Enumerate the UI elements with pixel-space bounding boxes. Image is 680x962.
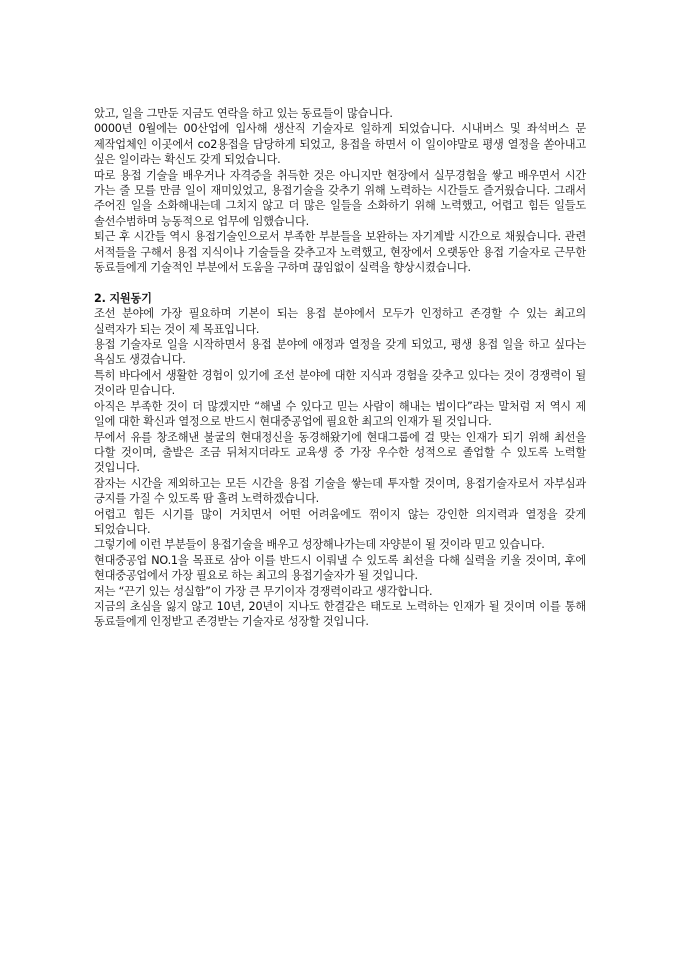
motivation-paragraph-1: 조선 분야에 가장 필요하며 기본이 되는 용접 분야에서 모두가 인정하고 존경할 수 있는 최고의 실력자가 되는 것이 제 목표입니다.	[94, 307, 586, 336]
career-paragraph-4: 퇴근 후 시간들 역시 용접기술인으로서 부족한 부분들을 보완하는 자기계발 시간으로 채웠습니다. 관련 서적들을 구해서 용접 지식이나 기술들을 갖추고자 노력했고, 현장에서 오랫동안 용접 기술자로 근무한 동료들에게 기술적인 부분에서 도움을 구하며 끊임없이 실력을 향상시켰습니다.	[94, 230, 586, 275]
motivation-paragraph-8: 그렇기에 이런 부분들이 용접기술을 배우고 성장해나가는데 자양분이 될 것이라 믿고 있습니다.	[94, 538, 545, 552]
motivation-paragraph-7: 어렵고 힘든 시기를 많이 거치면서 어떤 어려움에도 꺾이지 않는 강인한 의지력과 열정을 갖게 되었습니다.	[94, 507, 586, 536]
motivation-paragraph-2: 용접 기술자로 일을 시작하면서 용접 분야에 애정과 열정을 갖게 되었고, 평생 용접 일을 하고 싶다는 욕심도 생겼습니다.	[94, 338, 586, 367]
motivation-paragraph-4: 아직은 부족한 것이 더 많겠지만 “해낼 수 있다고 믿는 사람이 해내는 법이다”라는 말처럼 저 역시 제 일에 대한 확신과 열정으로 반드시 현대중공업에 필요한 최고의 인재가 될 것입니다.	[94, 399, 586, 429]
motivation-paragraph-9: 현대중공업 NO.1을 목표로 삼아 이를 반드시 이뤄낼 수 있도록 최선을 다해 실력을 키울 것이며, 후에 현대중공업에서 가장 필요로 하는 최고의 용접기술자가 될 것입니다.	[94, 553, 586, 583]
section-heading-motivation: 2. 지원동기	[94, 291, 152, 305]
motivation-paragraph-6: 잠자는 시간을 제외하고는 모든 시간을 용접 기술을 쌓는데 투자할 것이며, 용접기술자로서 자부심과 긍지를 가질 수 있도록 땀 흘려 노력하겠습니다.	[94, 476, 586, 506]
motivation-paragraph-3: 특히 바다에서 생활한 경험이 있기에 조선 분야에 대한 지식과 경험을 갖추고 있다는 것이 경쟁력이 될 것이라 믿습니다.	[94, 368, 586, 398]
career-paragraph-2: 0000년 0월에는 00산업에 입사해 생산직 기술자로 일하게 되었습니다. 시내버스 및 좌석버스 문 제작업체인 이곳에서 co2용접을 담당하게 되었고, 용접을 하면서 이 일이야말로 평생 열정을 쏟아내고 싶은 일이라는 확신도 갖게 되었습니다.	[94, 122, 586, 167]
motivation-paragraph-11: 지금의 초심을 잃지 않고 10년, 20년이 지나도 한결같은 태도로 노력하는 인재가 될 것이며 이를 통해 동료들에게 인정받고 존경받는 기술자로 성장할 것입니다.	[94, 599, 586, 629]
career-paragraph-1: 았고, 일을 그만둔 지금도 연락을 하고 있는 동료들이 많습니다.	[94, 107, 393, 120]
career-paragraph-3: 따로 용접 기술을 배우거나 자격증을 취득한 것은 아니지만 현장에서 실무경험을 쌓고 배우면서 시간 가는 줄 모를 만큼 일이 재미있었고, 용접기술을 갖추기 위해 노력하는 시간들도 즐거웠습니다. 그래서 주어진 일을 소화해내는데 그치지 않고 더 많은 일들을 소화하기 위해 노력했고, 어렵고 힘든 일들도 솔선수범하며 능동적으로 업무에 임했습니다.	[94, 168, 586, 228]
motivation-paragraph-10: 저는 “끈기 있는 성실함”이 가장 큰 무기이자 경쟁력이라고 생각합니다.	[94, 584, 433, 598]
motivation-paragraph-5: 무에서 유를 창조해낸 불굴의 현대정신을 동경해왔기에 현대그룹에 걸 맞는 인재가 되기 위해 최선을 다할 것이며, 출발은 조금 뒤쳐지더라도 교육생 중 가장 우수한 성적으로 졸업할 수 있도록 노력할 것입니다.	[94, 430, 586, 475]
document-body	[94, 106, 586, 630]
